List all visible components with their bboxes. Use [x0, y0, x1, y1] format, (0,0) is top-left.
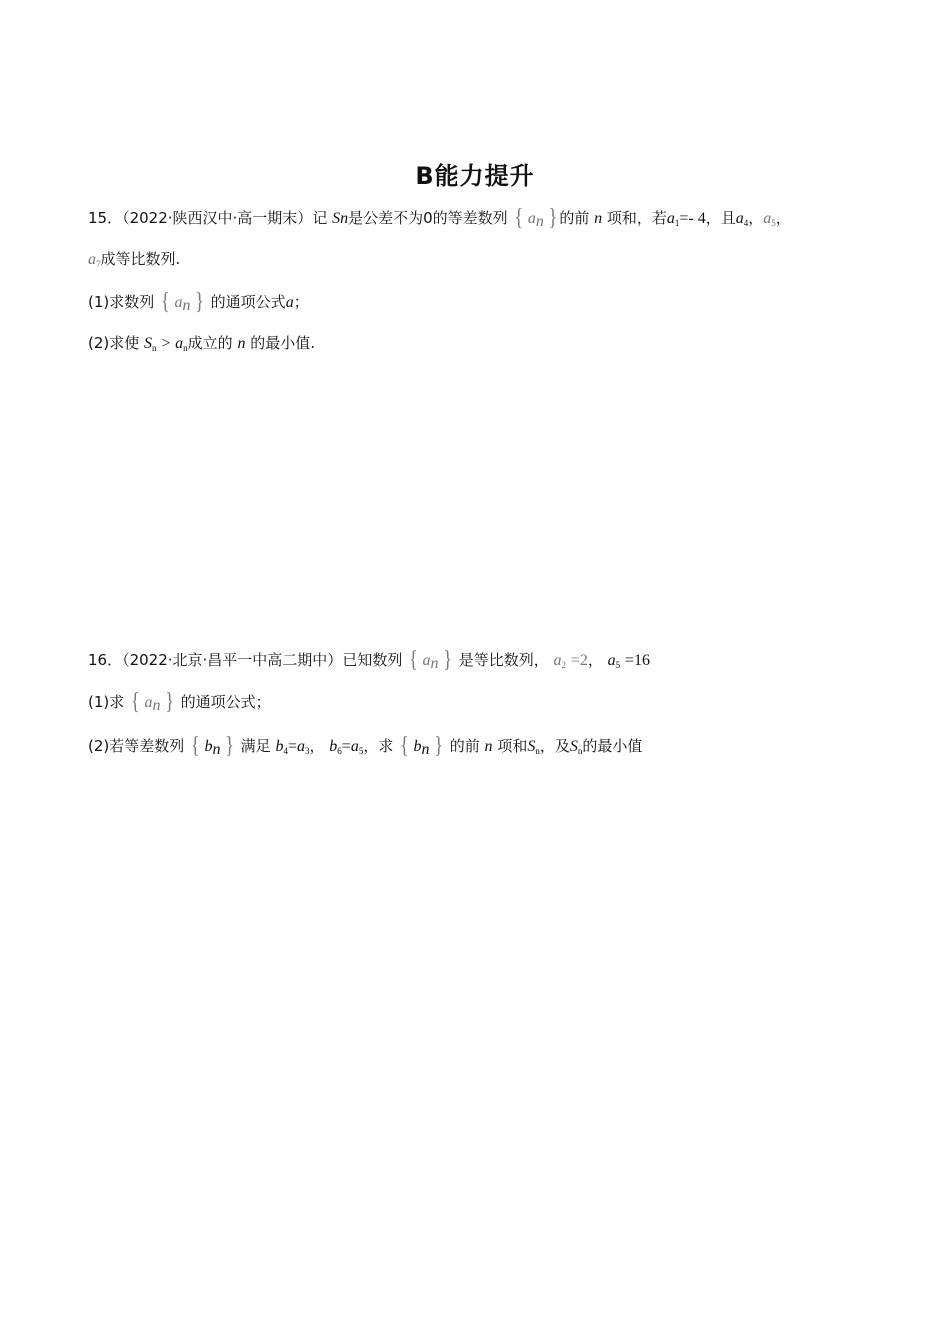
q16-text: 求 [109, 693, 125, 711]
q15-text: 成等比数列. [100, 250, 181, 268]
n-symbol: n [594, 210, 603, 227]
q16-source: （2022·北京·昌平一中高二期中） [122, 651, 343, 669]
part-label: (2) [88, 334, 110, 352]
q15-text: 求使 [109, 334, 140, 352]
n-symbol: n [237, 335, 246, 352]
q16-line-1 [88, 645, 650, 673]
q15-text: 0 [423, 209, 433, 227]
q15-text: ，且 [705, 209, 736, 227]
q15-text: 的最小值. [250, 334, 315, 352]
sequence-an: { $a_n$ } [131, 687, 174, 715]
q15-text: 项和，若 [606, 209, 667, 227]
q15-text: 的通项公式 [210, 293, 286, 311]
q16-text: 满足 [240, 737, 271, 755]
sn-symbol: $S_n$ [527, 738, 540, 756]
q15-number: 15． [88, 209, 123, 227]
q15-line-1 [88, 203, 791, 231]
sequence-bn: { $b_n$ } [191, 731, 234, 759]
a-symbol: a [285, 294, 294, 311]
part-label: (1) [88, 693, 110, 711]
gt-symbol: > [161, 335, 171, 352]
q15-text: 成立的 [187, 334, 233, 352]
q16-part-2 [88, 731, 643, 759]
a4-symbol: $a_4$ [735, 210, 749, 228]
q15-text: ； [293, 293, 309, 311]
an-symbol: $a_n$ [175, 335, 188, 353]
part-label: (1) [88, 293, 110, 311]
sequence-an: { $a_n$ } [514, 203, 558, 231]
q15-part-1 [88, 287, 309, 315]
a2-symbol: $a_2$ [553, 652, 567, 670]
a1-symbol: $a_1$ [666, 210, 680, 228]
sn-symbol: $S_n$ [569, 738, 583, 756]
a5-symbol: $a_5$ [350, 738, 364, 756]
q15-text: ， [775, 209, 791, 227]
q16-text: ， [587, 651, 603, 669]
q16-text: 已知数列 [342, 651, 403, 669]
q16-number: 16． [88, 651, 123, 669]
eq-value: =16 [624, 652, 650, 669]
q16-text: 若等差数列 [109, 737, 185, 755]
b4-symbol: $b_4$ [275, 738, 288, 756]
q15-text: 的等差数列 [432, 209, 508, 227]
a7-symbol: $a_7$ [88, 251, 101, 269]
eq-value: =2 [570, 652, 588, 669]
q15-part-2 [88, 332, 315, 355]
eq-symbol: = [341, 738, 351, 755]
q16-text: ，及 [539, 737, 570, 755]
b6-symbol: $b_6$ [329, 738, 342, 756]
q16-text: 的通项公式； [180, 693, 271, 711]
eq-symbol: = [287, 738, 297, 755]
q16-text: 的最小值 [582, 737, 643, 755]
sequence-an: { $a_n$ } [161, 287, 204, 315]
sequence-bn: { $b_n$ } [400, 731, 443, 759]
q15-line-2 [88, 248, 180, 271]
q15-text: 的前 [559, 209, 590, 227]
sequence-an: { $a_n$ } [409, 645, 452, 673]
q16-text: ， [309, 737, 325, 755]
sn-symbol: Sn [332, 210, 349, 227]
a5-symbol: $a_5$ [607, 652, 621, 670]
eq-value: =- 4 [679, 210, 706, 227]
a5-symbol: $a_5$ [763, 210, 776, 228]
q15-text: 求数列 [109, 293, 155, 311]
q15-text: 是公差不为 [348, 209, 424, 227]
a3-symbol: $a_3$ [297, 738, 310, 756]
q16-text: ，求 [363, 737, 394, 755]
section-title: B能力提升 [415, 162, 535, 190]
sn-symbol: $S_n$ [144, 335, 157, 353]
q15-text: ， [748, 209, 764, 227]
q16-text: 项和 [497, 737, 528, 755]
q16-text: 是等比数列， [458, 651, 549, 669]
n-symbol: n [484, 738, 493, 755]
part-label: (2) [88, 737, 110, 755]
q16-part-1 [88, 687, 271, 715]
q16-text: 的前 [449, 737, 480, 755]
q15-text: 记 [312, 209, 328, 227]
q15-source: （2022·陕西汉中·高一期末） [122, 209, 313, 227]
